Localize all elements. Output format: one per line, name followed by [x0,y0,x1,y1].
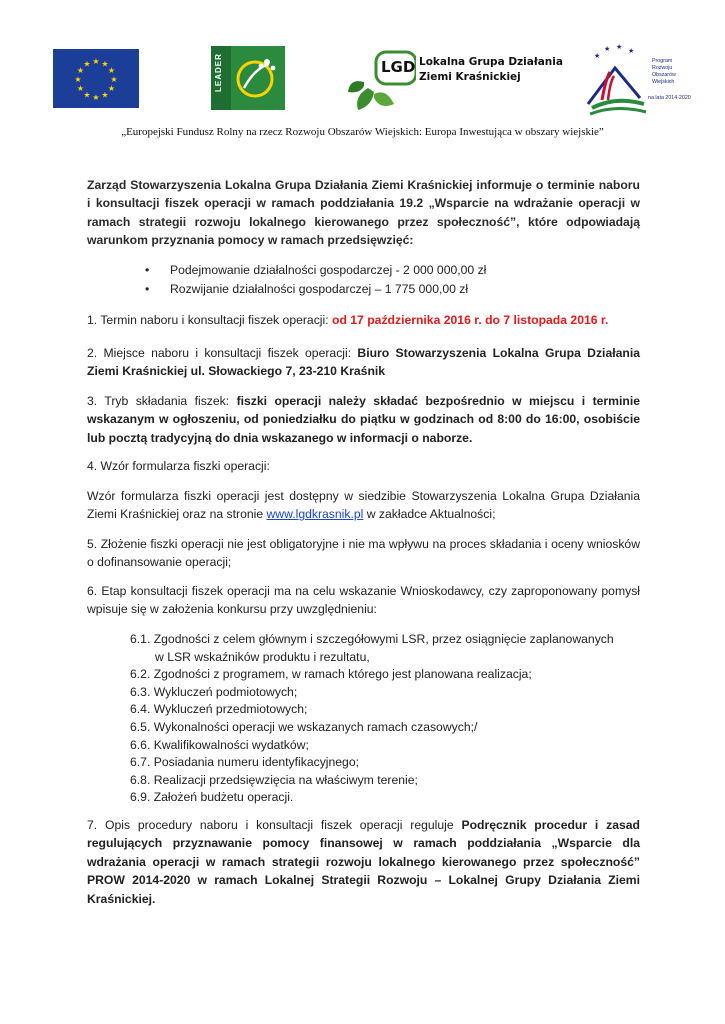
svg-text:★: ★ [74,75,82,84]
section-4-text-end: w zakładce Aktualności; [363,507,496,522]
prow-logo-text [652,58,676,86]
svg-text:★: ★ [83,90,91,100]
svg-text:★: ★ [604,45,611,53]
logo-bar [0,42,725,117]
leader-logo-text: LEADER [214,53,223,92]
prow-line: Obszarów [652,72,676,78]
section-2 [87,344,640,381]
list-item: 6.2. Zgodności z programem, w ramach którego jest planowana realizacja; [130,667,532,682]
prow-line: Rozwoju [652,65,673,71]
funding-motto: „Europejski Fundusz Rolny na rzecz Rozwoju Obszarów Wiejskich: Europa Inwestująca w obszary wiejskie” [121,126,604,138]
section-1-label: 1. Termin naboru i konsultacji fiszek operacji: [87,313,332,327]
funding-list [145,261,625,299]
list-item: 6.4. Wykluczeń przedmiotowych; [130,702,308,717]
svg-text:★: ★ [76,84,85,93]
criteria-list [130,631,640,807]
section-3-label: 3. Tryb składania fiszek: [87,394,237,408]
svg-text:★: ★ [92,57,100,66]
svg-text:★: ★ [101,59,109,69]
eu-flag-logo [53,49,139,108]
list-item: 6.3. Wykluczeń podmiotowych; [130,684,298,699]
svg-text:★: ★ [76,66,85,75]
list-item: • Rozwijanie działalności gospodarczej – 1 775 000,00 zł [145,280,625,299]
svg-text:★: ★ [83,59,91,69]
section-7-handbook: Podręcznik procedur i zasad regulujących przyznawanie pomocy finansowej w ramach poddziałania „Wsparcie dla wdrażania operacji w ramach strategii rozwoju lokalnego kierowanego przez społeczność” PROW 2014-2020 w ramach Lokalnej Strategii Rozwoju – Lokalnej Grupy Działania Ziemi Kraśnickiej. [87,818,640,906]
lgd-short-text: LGD [381,58,416,76]
list-item: 6.1. Zgodności z celem głównym i szczegółowymi LSR, przez osiągnięcie zaplanowanych [130,632,614,646]
svg-text:★: ★ [616,43,623,51]
section-3 [87,392,640,447]
prow-year: na lata 2014-2020 [648,95,691,101]
list-item: 6.6. Kwalifikowalności wydatków; [130,737,309,752]
section-5: 5. Złożenie fiszki operacji nie jest obligatoryjne i nie ma wpływu na proces składania i oceny wniosków o dofinansowanie operacji; [87,537,640,570]
section-1-dates: od 17 października 2016 r. do 7 listopada 2016 r. [332,313,609,327]
eu-stars-icon [53,49,139,108]
svg-text:★: ★ [110,75,118,84]
section-7-label: 7. Opis procedury naboru i konsultacji fiszek operacji reguluje [87,818,462,832]
svg-text:★: ★ [101,90,109,100]
list-item: 6.5. Wykonalności operacji we wskazanych ramach czasowych;/ [130,719,478,734]
svg-text:★: ★ [594,52,601,60]
prow-line: Wiejskich [652,79,675,85]
website-link[interactable]: www.lgdkrasnik.pl [266,507,364,522]
prow-emblem-icon [580,42,650,117]
section-6: 6. Etap konsultacji fiszek operacji ma na celu wskazanie Wnioskodawcy, czy zaproponowany pomysł wpisuje się w założenia konkursu przy uwzględnieniu: [87,584,640,617]
section-1 [87,311,640,329]
svg-text:★: ★ [107,84,116,93]
section-4-heading: 4. Wzór formularza fiszki operacji: [87,459,270,473]
lgd-logo-region: Ziemi Kraśnickiej [419,71,521,83]
section-2-label: 2. Miejsce naboru i konsultacji fiszek operacji: [87,346,358,360]
list-item: 6.7. Posiadania numeru identyfikacyjnego; [130,755,359,770]
list-item: • Podejmowanie działalności gospodarczej - 2 000 000,00 zł [145,261,625,280]
svg-text:★: ★ [92,93,100,102]
prow-line: Program [652,58,673,64]
list-item: 6.8. Realizacji przedsięwzięcia na właściwym terenie; [130,772,418,787]
section-2-place: Biuro Stowarzyszenia Lokalna Grupa Działania Ziemi Kraśnickiej ul. Słowackiego 7, 23-210 Kraśnik [87,346,640,379]
leader-logo [211,46,285,110]
section-3-mode: fiszki operacji należy składać bezpośrednio w miejscu i terminie wskazanym w ogłoszeniu, od poniedziałku do piątku w godzinach od 8:00 do 16:00, osobiście lub pocztą tradycyjną do dnia wskazanego w informacji o naborze. [87,394,640,445]
list-item: w LSR wskaźników produktu i rezultatu, [155,649,370,664]
section-4-text: Wzór formularza fiszki operacji jest dostępny w siedzibie Stowarzyszenia Lokalna Grupa Działania Ziemi Kraśnickiej oraz na stronie [87,489,640,522]
lgd-logo-name: Lokalna Grupa Działania [419,56,563,68]
section-4-body [87,487,640,524]
svg-text:★: ★ [107,66,116,75]
prow-logo [580,42,690,117]
section-7 [87,816,640,908]
lgd-logo [346,48,563,112]
list-item: 6.9. Założeń budżetu operacji. [130,790,294,805]
svg-text:★: ★ [628,47,635,55]
intro-paragraph: Zarząd Stowarzyszenia Lokalna Grupa Działania Ziemi Kraśnickiej informuje o terminie naboru i konsultacji fiszek operacji w ramach poddziałania 19.2 „Wsparcie na wdrażanie operacji w ramach strategii rozwoju lokalnego kierowanego przez społeczność”, które odpowiadają warunkom przyznania pomocy w ramach przedsięwzięć: [87,178,640,248]
